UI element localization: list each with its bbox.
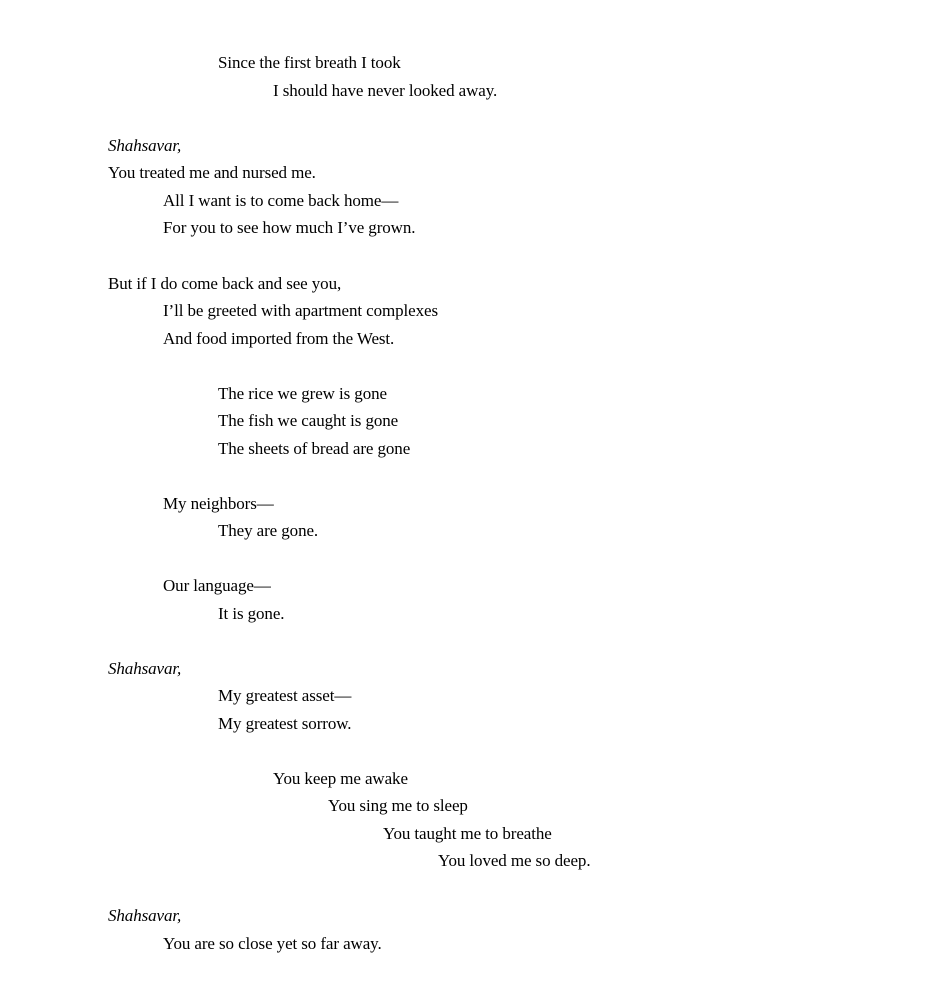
poem-line: It is gone. (218, 604, 285, 623)
poem-line: The sheets of bread are gone (218, 439, 411, 458)
poem-line: My neighbors— (163, 494, 274, 513)
poem-line: You sing me to sleep (328, 796, 468, 815)
poem-line: You taught me to breathe (383, 824, 552, 843)
poem-line: My greatest asset— (218, 686, 352, 705)
poem-line: Since the first breath I took (218, 53, 401, 72)
poem-line: But if I do come back and see you, (108, 274, 342, 293)
poem-line: I should have never looked away. (273, 81, 498, 100)
poem-line-address: Shahsavar, (108, 136, 182, 155)
poem-line: I’ll be greeted with apartment complexes (163, 301, 438, 320)
poem-line: The fish we caught is gone (218, 411, 399, 430)
poem-line: And food imported from the West. (163, 329, 395, 348)
poem-line: You keep me awake (273, 769, 408, 788)
poem-line-address: Shahsavar, (108, 906, 182, 925)
poem-line: You are so close yet so far away. (163, 934, 382, 953)
poem-line: The rice we grew is gone (218, 384, 387, 403)
poem-line: All I want is to come back home— (163, 191, 399, 210)
poem-line: You treated me and nursed me. (108, 163, 316, 182)
poem-line-address: Shahsavar, (108, 659, 182, 678)
poem-line: Our language— (163, 576, 271, 595)
poem-line: They are gone. (218, 521, 319, 540)
poem-line: You loved me so deep. (438, 851, 591, 870)
poem-line: For you to see how much I’ve grown. (163, 218, 416, 237)
poem-line: My greatest sorrow. (218, 714, 352, 733)
